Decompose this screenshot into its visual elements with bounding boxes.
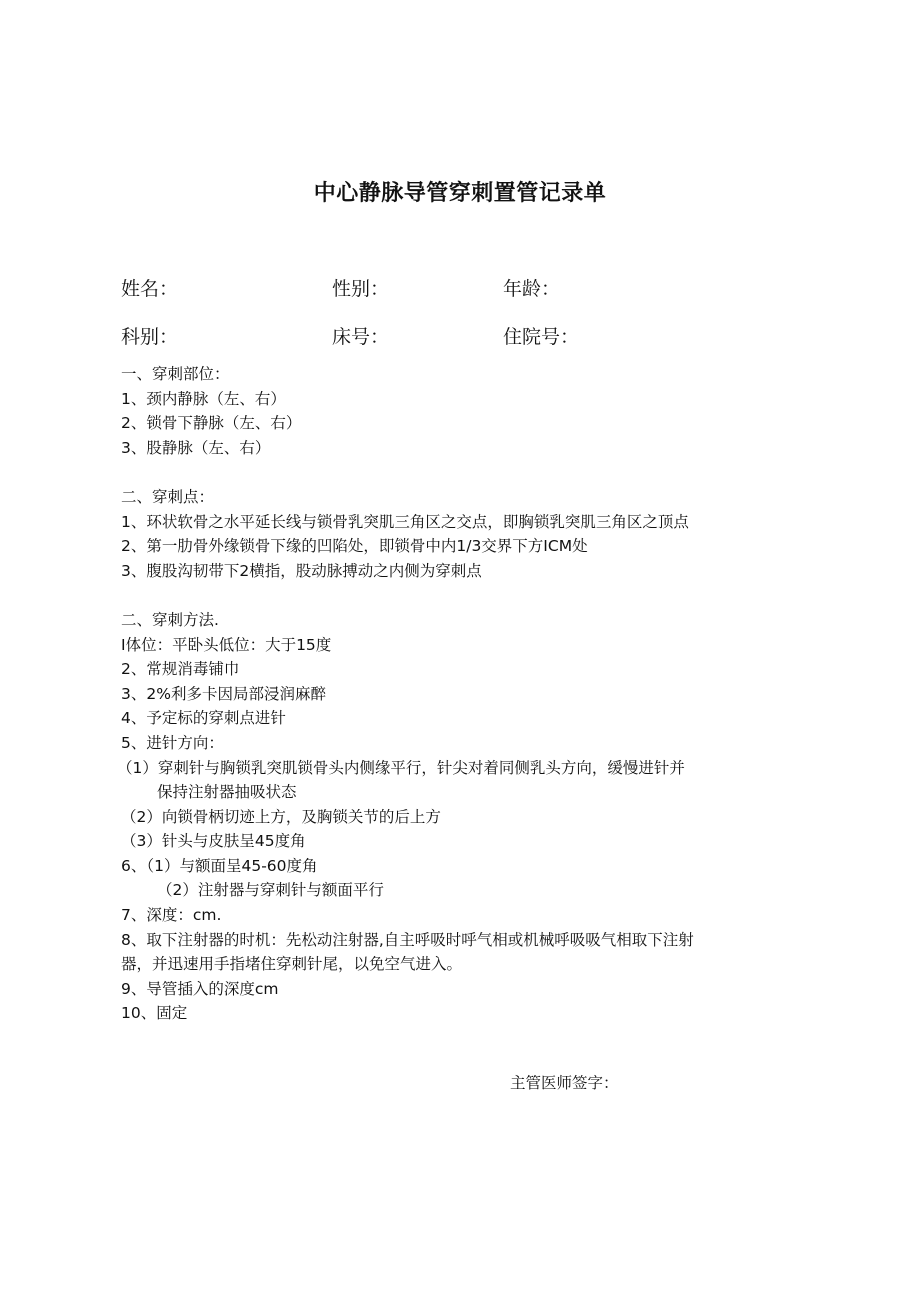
name-label: 姓名： [121, 278, 179, 300]
list-item: 3、2%利多卡因局部浸润麻醉 [121, 684, 326, 703]
document-body [117, 362, 811, 1026]
list-item: 8、取下注射器的时机：先松动注射器,自主呼吸时呼气相或机械呼吸吸气相取下注射 [121, 930, 694, 949]
list-item: （2）注射器与穿刺针与额面平行 [157, 881, 384, 900]
list-item: I体位：平卧头低位：大于15度 [121, 635, 332, 654]
list-item: （1）穿刺针与胸锁乳突肌锁骨头内侧缘平行，针尖对着同侧乳头方向，缓慢进针并 [117, 758, 685, 777]
list-item: （3）针头与皮肤呈45度角 [121, 832, 306, 851]
list-item: 5、进针方向： [121, 733, 224, 752]
list-item: 4、予定标的穿刺点进针 [121, 709, 286, 728]
section-heading-puncture-method: 二、穿刺方法. [121, 610, 219, 629]
list-item: 1、颈内静脉（左、右） [121, 389, 286, 408]
list-item: 3、股静脉（左、右） [121, 438, 271, 457]
section-heading-puncture-site: 一、穿刺部位： [121, 365, 230, 383]
list-item: 10、固定 [121, 1004, 188, 1023]
list-item-continuation: 器，并迅速用手指堵住穿刺针尾，以免空气进入。 [121, 955, 463, 974]
document-title: 中心静脉导管穿刺置管记录单 [313, 181, 607, 206]
spacer [121, 460, 811, 485]
list-item-continuation: 保持注射器抽吸状态 [157, 783, 297, 802]
section-heading-puncture-point: 二、穿刺点： [121, 487, 215, 506]
list-item: 7、深度：cm. [121, 906, 222, 925]
doctor-signature-label: 主管医师签字： [510, 1074, 619, 1092]
list-item: 2、第一肋骨外缘锁骨下缘的凹陷处，即锁骨中内1/3交界下方ICM处 [121, 537, 588, 556]
list-item: 3、腹股沟韧带下2横指，股动脉搏动之内侧为穿刺点 [121, 561, 482, 580]
spacer [121, 583, 811, 608]
list-item: 6、（1）与额面呈45-60度角 [121, 856, 318, 875]
gender-label: 性别： [332, 278, 390, 300]
list-item: 9、导管插入的深度cm [121, 979, 279, 998]
list-item: 2、常规消毒铺巾 [121, 660, 240, 679]
list-item: （2）向锁骨柄切迹上方，及胸锁关节的后上方 [121, 807, 441, 826]
admission-number-label: 住院号： [503, 326, 580, 348]
age-label: 年龄： [503, 278, 561, 300]
department-label: 科别： [121, 326, 179, 348]
bed-number-label: 床号： [332, 326, 390, 348]
list-item: 1、环状软骨之水平延长线与锁骨乳突肌三角区之交点，即胸锁乳突肌三角区之顶点 [121, 512, 689, 531]
list-item: 2、锁骨下静脉（左、右） [121, 414, 302, 433]
